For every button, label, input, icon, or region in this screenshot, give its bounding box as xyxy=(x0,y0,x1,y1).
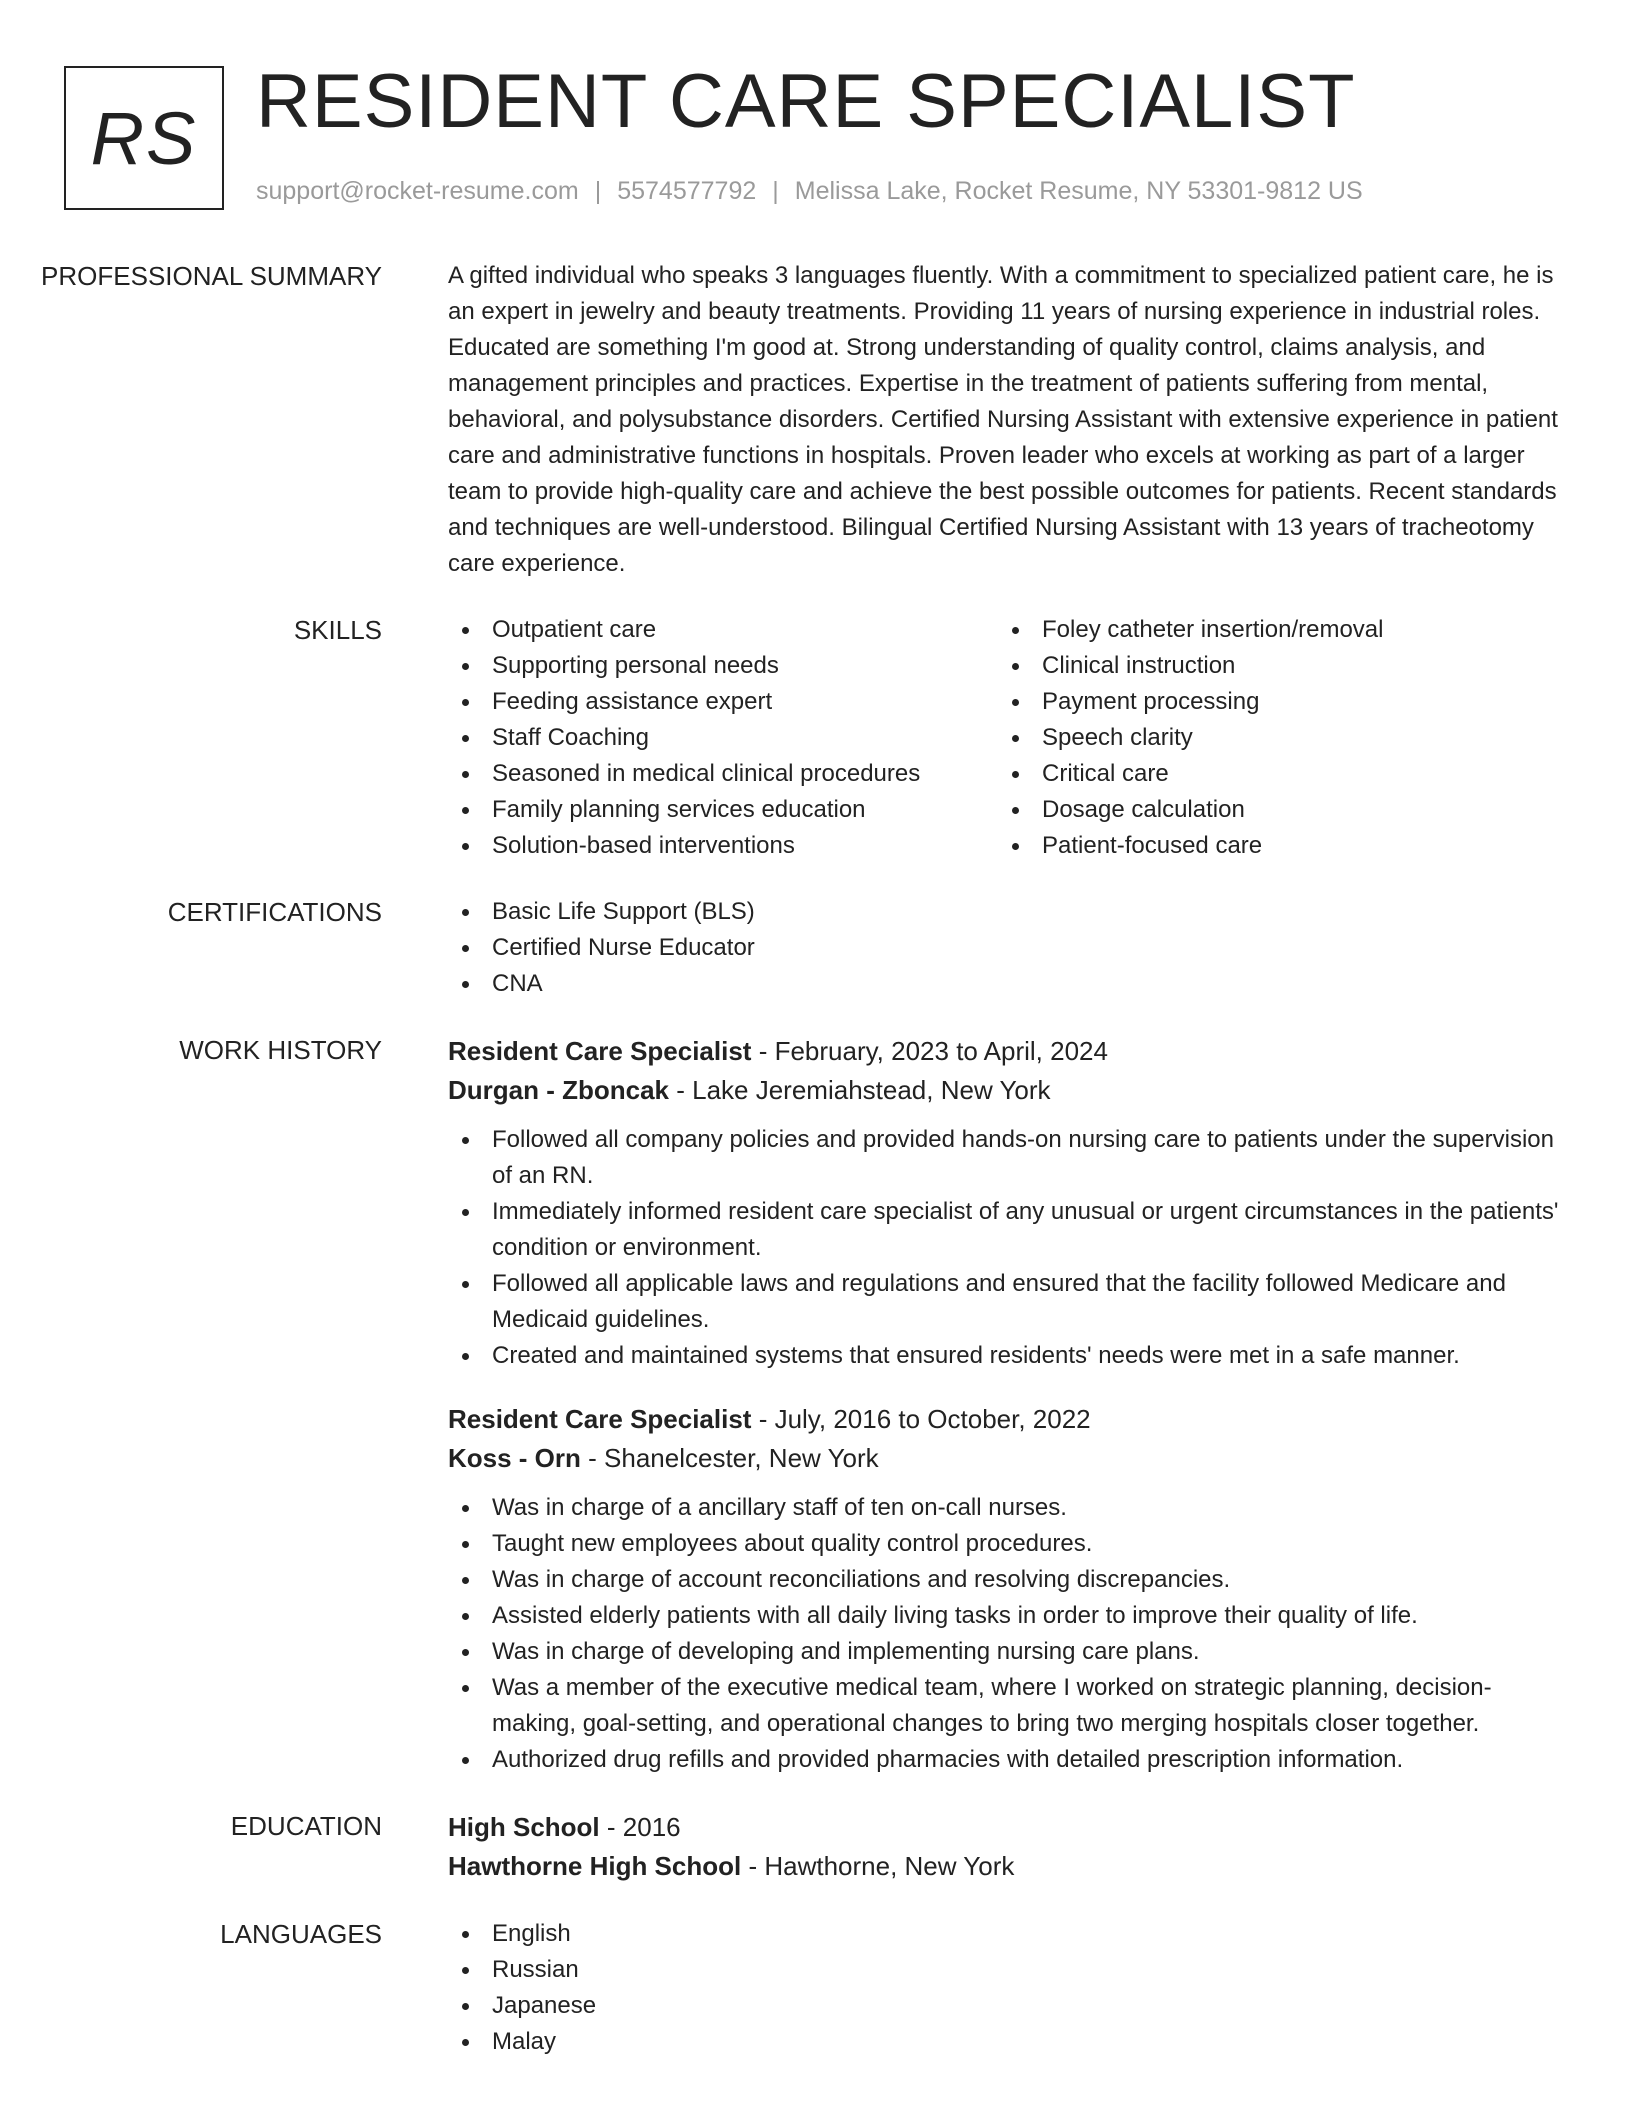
job-company: Durgan - Zboncak xyxy=(448,1075,670,1105)
skills-right-list xyxy=(998,612,1548,864)
certification-item: Certified Nurse Educator xyxy=(448,930,1564,966)
section-label: PROFESSIONAL SUMMARY xyxy=(41,261,382,291)
skill-item: Speech clarity xyxy=(998,720,1548,756)
certifications-body xyxy=(416,894,1564,1002)
job-bullets xyxy=(448,1490,1564,1778)
skill-item: Solution-based interventions xyxy=(448,828,998,864)
job-bullets xyxy=(448,1122,1564,1374)
skill-item: Clinical instruction xyxy=(998,648,1548,684)
job-bullet: Taught new employees about quality control procedures. xyxy=(448,1526,1564,1562)
education-location: - Hawthorne, New York xyxy=(741,1851,1015,1881)
resume-body xyxy=(0,258,1632,2090)
certification-item: CNA xyxy=(448,966,1564,1002)
job-company-line xyxy=(448,1071,1564,1110)
language-item: English xyxy=(448,1916,1564,1952)
job-bullet: Immediately informed resident care specialist of any unusual or urgent circumstances in the patients' condition or environment. xyxy=(448,1194,1564,1266)
job-title-line xyxy=(448,1400,1564,1439)
job-bullet: Created and maintained systems that ensured residents' needs were met in a safe manner. xyxy=(448,1338,1564,1374)
skill-item: Family planning services education xyxy=(448,792,998,828)
skill-item: Patient-focused care xyxy=(998,828,1548,864)
job-location: - Lake Jeremiahstead, New York xyxy=(669,1075,1051,1105)
skills-grid xyxy=(448,612,1564,864)
skill-item: Feeding assistance expert xyxy=(448,684,998,720)
job-dates: - July, 2016 to October, 2022 xyxy=(751,1404,1091,1434)
education-degree: High School xyxy=(448,1812,600,1842)
job-title-line xyxy=(448,1032,1564,1071)
languages-list xyxy=(448,1916,1564,2060)
job-bullet: Was in charge of developing and implementing nursing care plans. xyxy=(448,1634,1564,1670)
job-bullet: Was a member of the executive medical team, where I worked on strategic planning, decision-making, goal-setting, and operational changes to bring two merging hospitals closer together. xyxy=(448,1670,1564,1742)
languages-section xyxy=(0,1916,1632,2060)
language-item: Russian xyxy=(448,1952,1564,1988)
language-item: Japanese xyxy=(448,1988,1564,2024)
education-school: Hawthorne High School xyxy=(448,1851,742,1881)
page-title: RESIDENT CARE SPECIALIST xyxy=(256,59,1356,144)
education-section xyxy=(0,1808,1632,1886)
section-label: CERTIFICATIONS xyxy=(167,897,382,927)
skill-item: Outpatient care xyxy=(448,612,998,648)
job-company: Koss - Orn xyxy=(448,1443,581,1473)
section-label: LANGUAGES xyxy=(220,1919,382,1949)
job-dates: - February, 2023 to April, 2024 xyxy=(751,1036,1108,1066)
contact-line xyxy=(256,176,1363,206)
skills-left-list xyxy=(448,612,998,864)
job-bullet: Authorized drug refills and provided pharmacies with detailed prescription information. xyxy=(448,1742,1564,1778)
skills-body xyxy=(416,612,1564,864)
education-year: - 2016 xyxy=(599,1812,681,1842)
certifications-section xyxy=(0,894,1632,1002)
section-label: WORK HISTORY xyxy=(179,1035,382,1065)
job-entry xyxy=(448,1400,1564,1778)
work-history-section xyxy=(0,1032,1632,1778)
phone-text: 5574577792 xyxy=(617,177,757,205)
skill-item: Payment processing xyxy=(998,684,1548,720)
certifications-list xyxy=(448,894,1564,1002)
contact-separator: | xyxy=(772,177,779,205)
section-label: SKILLS xyxy=(293,615,382,645)
contact-separator: | xyxy=(594,177,602,205)
job-bullet: Assisted elderly patients with all daily living tasks in order to improve their quality of life. xyxy=(448,1598,1564,1634)
address-text: Melissa Lake, Rocket Resume, NY 53301-9812 US xyxy=(794,177,1363,205)
education-degree-line xyxy=(448,1808,1564,1847)
job-company-line xyxy=(448,1439,1564,1478)
job-bullet: Followed all applicable laws and regulations and ensured that the facility followed Medicare and Medicaid guidelines. xyxy=(448,1266,1564,1338)
skills-section xyxy=(0,612,1632,864)
education-body xyxy=(416,1808,1564,1886)
job-bullet: Followed all company policies and provided hands-on nursing care to patients under the supervision of an RN. xyxy=(448,1122,1564,1194)
job-entry xyxy=(448,1032,1564,1374)
work-history-body xyxy=(416,1032,1564,1778)
job-bullet: Was in charge of account reconciliations and resolving discrepancies. xyxy=(448,1562,1564,1598)
skill-item: Dosage calculation xyxy=(998,792,1548,828)
skill-item: Critical care xyxy=(998,756,1548,792)
job-title: Resident Care Specialist xyxy=(448,1036,752,1066)
job-title: Resident Care Specialist xyxy=(448,1404,752,1434)
language-item: Malay xyxy=(448,2024,1564,2060)
summary-section xyxy=(0,258,1632,582)
email-text: support@rocket-resume.com xyxy=(256,177,579,205)
skill-item: Seasoned in medical clinical procedures xyxy=(448,756,998,792)
skill-item: Staff Coaching xyxy=(448,720,998,756)
skill-item: Supporting personal needs xyxy=(448,648,998,684)
languages-body xyxy=(416,1916,1564,2060)
job-bullet: Was in charge of a ancillary staff of ten on-call nurses. xyxy=(448,1490,1564,1526)
monogram: RS xyxy=(64,66,224,210)
certification-item: Basic Life Support (BLS) xyxy=(448,894,1564,930)
job-location: - Shanelcester, New York xyxy=(580,1443,879,1473)
education-school-line xyxy=(448,1847,1564,1886)
skill-item: Foley catheter insertion/removal xyxy=(998,612,1548,648)
summary-text: A gifted individual who speaks 3 languages fluently. With a commitment to specialized patient care, he is an expert in jewelry and beauty treatments. Providing 11 years of nursing experience in industrial roles. Educated are something I'm good at. Strong understanding of quality control, claims analysis, and management principles and practices. Expertise in the treatment of patients suffering from mental, behavioral, and polysubstance disorders. Certified Nursing Assistant with extensive experience in patient care and administrative functions in hospitals. Proven leader who excels at working as part of a larger team to provide high-quality care and achieve the best possible outcomes for patients. Recent standards and techniques are well-understood. Bilingual Certified Nursing Assistant with 13 years of tracheotomy care experience. xyxy=(448,262,1558,577)
section-label: EDUCATION xyxy=(230,1811,382,1841)
